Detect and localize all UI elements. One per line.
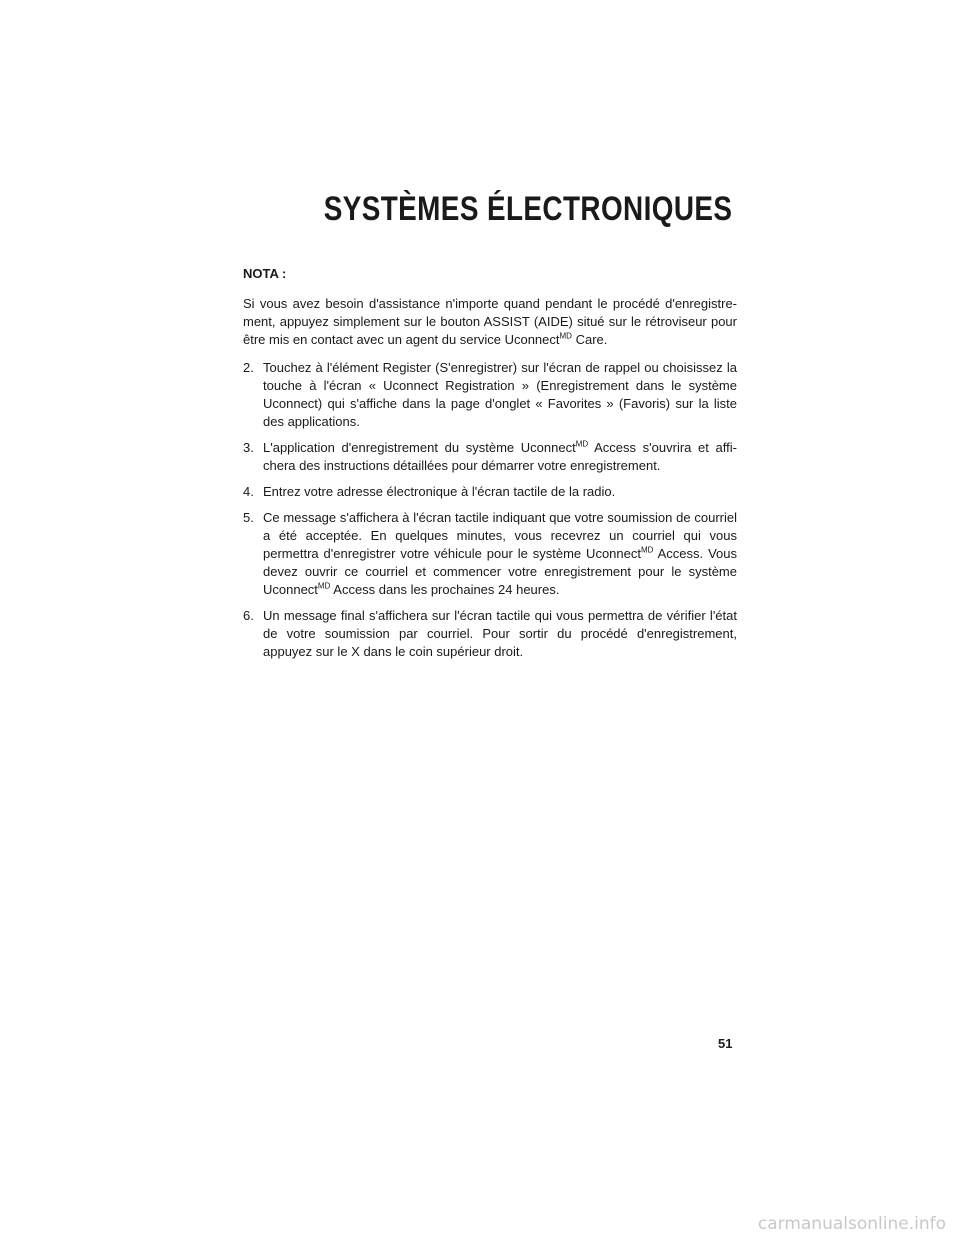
trademark-superscript: MD: [317, 581, 331, 591]
note-text: [243, 295, 737, 349]
watermark[interactable]: carmanualsonline.info: [757, 1214, 946, 1234]
note-text-before: Si vous avez besoin d'assistance n'importe quand pendant le procédé d'enregistre-ment, appuyez simplement sur le bouton ASSIST (AIDE) situé sur le rétroviseur pour être mis en contact avec un agent du service Uconnect: [243, 296, 737, 347]
step-item-6: [243, 607, 737, 661]
step-text: [263, 440, 737, 473]
step-item-2: [243, 359, 737, 431]
step-text: [263, 510, 737, 597]
step-text-part: Access dans les prochaines 24 heures.: [330, 582, 560, 597]
trademark-superscript: MD: [559, 331, 572, 341]
step-text: Un message final s'affichera sur l'écran tactile qui vous permettra de vérifier l'état de votre soumission par courriel. Pour sortir du procédé d'enregistrement, appuyez sur le X dans le coin supérieur droit.: [263, 608, 737, 659]
page-number: 51: [718, 1036, 733, 1051]
step-number: 6.: [243, 608, 254, 623]
step-text-part: Access s'ouvrira et affi-chera des instructions détaillées pour démarrer votre enregistrement.: [263, 440, 737, 473]
step-number: 4.: [243, 484, 254, 499]
step-text: Entrez votre adresse électronique à l'écran tactile de la radio.: [263, 484, 616, 499]
page-content: [243, 265, 737, 669]
note-text-after: Care.: [571, 332, 608, 347]
step-number: 2.: [243, 360, 254, 375]
step-item-5: [243, 509, 737, 599]
trademark-superscript: MD: [640, 545, 654, 555]
step-text: Touchez à l'élément Register (S'enregistrer) sur l'écran de rappel ou choisissez la touche à l'écran « Uconnect Registration » (Enregistrement dans le système Uconnect) qui s'affiche dans la page d'onglet « Favorites » (Favoris) sur la liste des applications.: [263, 360, 737, 429]
note-label: NOTA :: [243, 266, 287, 281]
step-number: 3.: [243, 440, 254, 455]
step-text-part: L'application d'enregistrement du système Uconnect: [263, 440, 576, 455]
steps-list: [243, 359, 737, 661]
step-number: 5.: [243, 510, 254, 525]
step-item-3: [243, 439, 737, 475]
step-text-part: Access. Vous devez ouvrir ce courriel et commencer votre enregistrement pour le système Uconnect: [263, 546, 737, 597]
section-title: SYSTÈMES ÉLECTRONIQUES: [323, 190, 732, 228]
trademark-superscript: MD: [575, 439, 589, 449]
step-item-4: [243, 483, 737, 501]
step-text-part: Ce message s'affichera à l'écran tactile indiquant que votre soumission de courriel a été acceptée. En quelques minutes, vous recevrez un courriel qui vous permettra d'enregistrer votre véhicule pour le système Uconnect: [263, 510, 737, 561]
